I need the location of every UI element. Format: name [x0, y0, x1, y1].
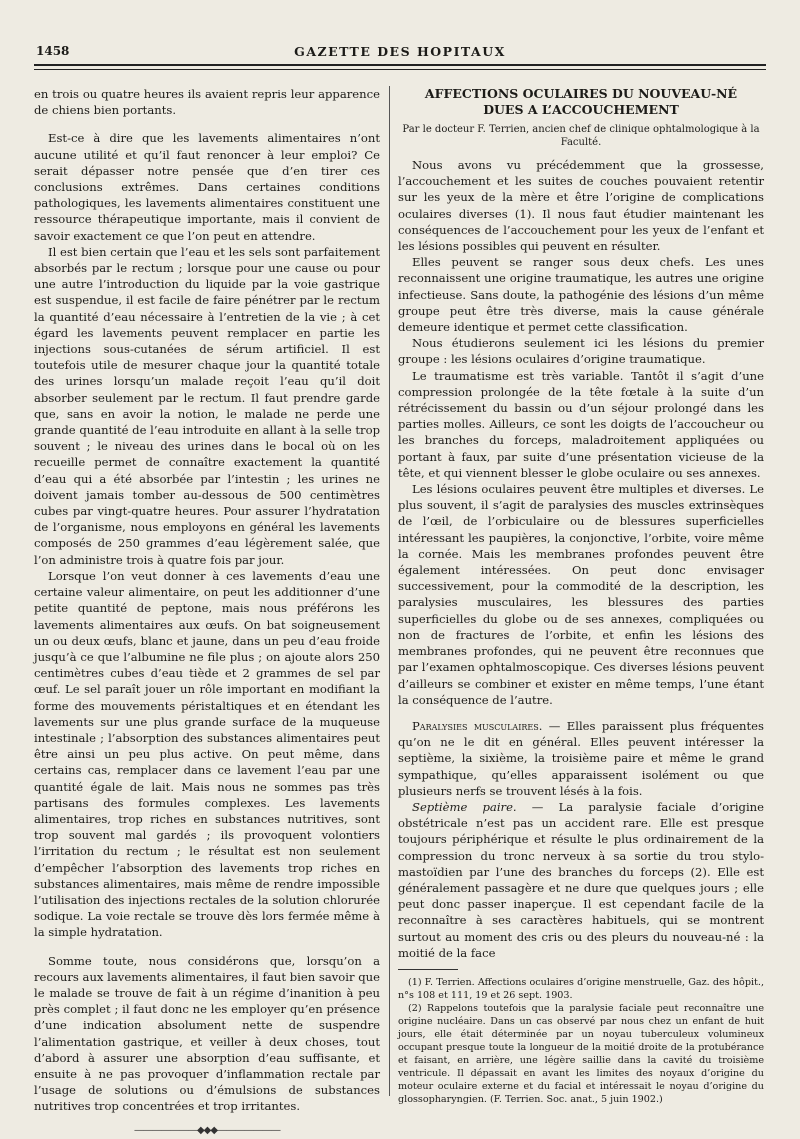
- article-title-line: DUES A L’ACCOUCHEMENT: [483, 102, 679, 117]
- paragraph: en trois ou quatre heures ils avaient repris leur apparence de chiens bien portants.: [34, 87, 380, 118]
- paragraph: Est-ce à dire que les lavements alimentaires n’ont aucune utilité et qu’il faut renoncer à leur emploi? Ce serait dépasser notre pensée que d’en tirer ces conclusions extrêmes. Dans certaines conditions pathologiques, les lavements alimentaires constituent une ressource thérapeutique importante, mais il convient de savoir exactement ce que l’on peut en attendre.: [34, 131, 380, 243]
- header-rule-thick: [34, 64, 766, 66]
- subsection-heading: Septième paire.: [412, 799, 517, 814]
- section-end-ornament: ———————◆◆◆———————: [133, 1124, 281, 1136]
- subsection-text: — La paralysie faciale d’origine obstétricale n’est pas un accident rare. Elle est presque toujours périphérique et résulte le plus ordinairement de la compression du tronc nerveux à sa sortie du trou stylo-mastoïdien par l’une des branches du forceps (2). Elle est généralement passagère et ne dure que quelques jours ; elle peut donc passer inaperçue. Il est cependant facile de la reconnaître à ses caractères habituels, qui se montrent surtout au moment des cris ou des pleurs du nouveau-né : la moitié de la face: [398, 799, 764, 960]
- paragraph: Nous avons vu précédemment que la grossesse, l’accouchement et les suites de couches pouvaient retentir sur les yeux de la mère et être l’origine de complications oculaires diverses (1). Il nous faut étudier maintenant les conséquences de l’accouchement pour les yeux de l’enfant et les lésions possibles qui peuvent en résulter.: [398, 158, 764, 254]
- header-rule-thin: [34, 69, 766, 70]
- paragraph: Les lésions oculaires peuvent être multiples et diverses. Le plus souvent, il s’agit de paralysies des muscles extrinsèques de l’œil, de l’orbiculaire ou de blessures superficielles intéressant les paupières, la conjonctive, l’orbite, voire même la cornée. Mais les membranes profondes peuvent être également intéressées. On peut donc envisager successivement, pour la commodité de la description, les paralysies musculaires, les blessures des parties superficielles du globe ou de ses annexes, compliquées ou non de fractures de l’orbite, et enfin les lésions des membranes profondes, qui ne peuvent être reconnues que par l’examen ophtalmoscopique. Ces diverses lésions peuvent d’ailleurs se combiner et exister en même temps, l’une étant la conséquence de l’autre.: [398, 482, 764, 707]
- paragraph: [398, 799, 764, 961]
- section-heading: Paralysies musculaires.: [412, 718, 543, 733]
- section-text: — Elles paraissent plus fréquentes qu’on ne le dit en général. Elles peuvent intéresser la septième, la sixième, la troisième paire et même le grand sympathique, qu’elles apparaissent isolément ou que plusieurs nerfs se trouvent lésés à la fois.: [398, 718, 764, 798]
- paragraph: Le traumatisme est très variable. Tantôt il s’agit d’une compression prolongée de la tête fœtale à la suite d’un rétrécissement du bassin ou d’un séjour prolongé dans les parties molles. Ailleurs, ce sont les doigts de l’accoucheur ou les branches du forceps, maladroitement appliquées ou portant à faux, par suite d’une présentation vicieuse de la tête, et qui viennent blesser le globe oculaire ou ses annexes.: [398, 368, 764, 480]
- footnote-rule: [398, 969, 458, 970]
- article-title: [398, 86, 764, 118]
- paragraph: Nous étudierons seulement ici les lésions du premier groupe : les lésions oculaires d’origine traumatique.: [398, 336, 764, 367]
- footnote: (1) F. Terrien. Affections oculaires d’origine menstruelle, Gaz. des hôpit., n°s 108 et 111, 19 et 26 sept. 1903.: [398, 976, 764, 1001]
- footnote: (2) Rappelons toutefois que la paralysie faciale peut reconnaître une origine nucléaire. Dans un cas observé par nous chez un enfant de huit jours, elle était déterminée par un noyau tuberculeux volumineux occupant presque toute la longueur de la moitié droite de la protubérance et faisant, en arrière, une légère saillie dans la cavité du troisième ventricule. Il dépassait en avant les limites des noyaux d’origine du moteur oculaire externe et du facial et intéressait le noyau d’origine du glossopharyngien. (F. Terrien. Soc. anat., 5 juin 1902.): [398, 1002, 764, 1105]
- right-column: [398, 86, 764, 1106]
- page-header: [34, 44, 766, 62]
- paragraph: Il est bien certain que l’eau et les sels sont parfaitement absorbés par le rectum ; lorsque pour une cause ou pour une autre l’introduction du liquide par la voie gastrique est suspendue, il est facile de faire pénétrer par le rectum la quantité d’eau nécessaire à l’entretien de la vie ; à cet égard les lavements peuvent remplacer en partie les injections sous-cutanées de sérum artificiel. Il est toutefois utile de mesurer chaque jour la quantité totale des urines lorsqu’un malade reçoit l’eau qu’il doit absorber seulement par le rectum. Il faut prendre garde que, sans en avoir la notion, le malade ne perde une grande quantité de l’eau introduite en allant à la selle trop souvent ; le niveau des urines dans le bocal où on les recueille permet de connaître exactement la quantité d’eau qui a été absorbée par l’intestin ; les urines ne doivent jamais tomber au-dessous de 500 centimètres cubes par vingt-quatre heures. Pour assurer l’hydratation de l’organisme, nous employons en général les lavements composés de 250 grammes d’eau légèrement salée, que l’on administre trois à quatre fois par jour.: [34, 244, 380, 567]
- footnotes: [398, 976, 764, 1106]
- paragraph: [398, 718, 764, 799]
- page-number: 1458: [36, 44, 70, 58]
- journal-title: GAZETTE DES HOPITAUX: [294, 44, 506, 59]
- article-author: Par le docteur F. Terrien, ancien chef de clinique ophtalmologique à la Faculté.: [402, 124, 760, 148]
- paragraph: Lorsque l’on veut donner à ces lavements d’eau une certaine valeur alimentaire, on peut les additionner d’une petite quantité de peptone, mais nous préférons les lavements alimentaires aux œufs. On bat soigneusement un ou deux œufs, blanc et jaune, dans un peu d’eau froide jusqu’à ce que l’albumine ne file plus ; on ajoute alors 250 centimètres cubes d’eau tiède et 2 grammes de sel par œuf. Le sel paraît jouer un rôle important en modifiant la forme des mouvements péristaltiques et en étendant les lavements sur une plus grande surface de la muqueuse intestinale ; l’absorption des substances alimentaires peut être ainsi un peu plus active. On peut même, dans certains cas, remplacer dans ce lavement l’eau par une quantité égale de lait. Mais nous ne sommes pas très partisans des formules complexes. Les lavements alimentaires, trop riches en substances nutritives, sont trop souvent mal gardés ; ils provoquent volontiers l’irritation du rectum ; le résultat est non seulement d’empêcher l’absorption des lavements trop riches en substances alimentaires, mais même de rendre impossible l’utilisation des injections rectales de la solution chlorurée sodique. La voie rectale se trouve dès lors fermée même à la simple hydratation.: [34, 568, 380, 940]
- article-title-line: AFFECTIONS OCULAIRES DU NOUVEAU-NÉ: [424, 86, 738, 101]
- paragraph: Somme toute, nous considérons que, lorsqu’on a recours aux lavements alimentaires, il faut bien savoir que le malade se trouve de fait à un régime d’inanition à peu près complet ; il faut donc ne les employer qu’en présence d’une indication absolument nette de suspendre l’alimentation gastrique, et veiller à deux choses, tout d’abord à assurer une absorption d’eau suffisante, et ensuite à ne pas provoquer d’inflammation rectale par l’usage de solutions ou d’émulsions de substances nutritives trop concentrées et trop irritantes.: [34, 953, 380, 1114]
- left-column: [34, 86, 380, 1139]
- column-divider: [389, 86, 390, 1096]
- paragraph: Elles peuvent se ranger sous deux chefs. Les unes reconnaissent une origine traumatique, les autres une origine infectieuse. Sans doute, la pathogénie des lésions d’un même groupe peut être très diverse, mais la cause générale demeure identique et permet cette classification.: [398, 255, 764, 335]
